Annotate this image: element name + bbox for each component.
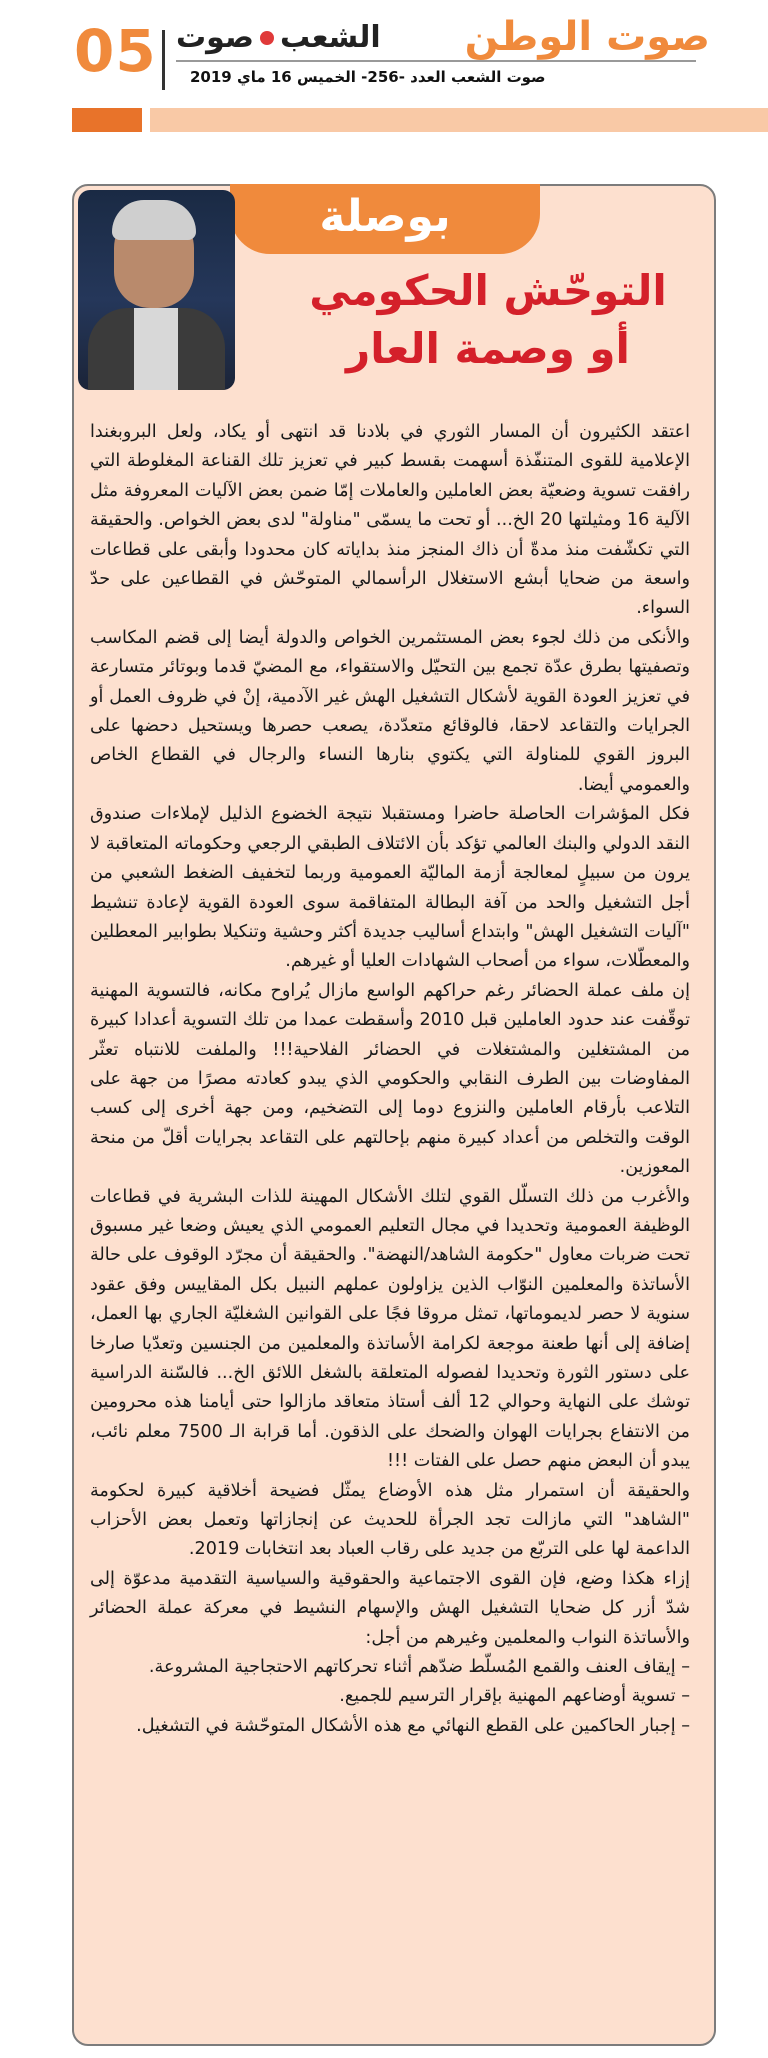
paragraph: فكل المؤشرات الحاصلة حاضرا ومستقبلا نتيجة الخضوع الذليل لإملاءات صندوق النقد الدولي والبنك العالمي تؤكد بأن الائتلاف الطبقي الرجعي وحكوماته المتعاقبة لا يرون من سبيلٍ لمعالجة أزمة الماليّة العمومية وربما لتخفيف الضغط الشعبي من أجل التشغيل والحد من آفة البطالة المتفاقمة سوى العودة القوية لإعادة تنشيط "آليات التشغيل الهش" وابتداع أساليب جديدة أكثر وحشية وتنكيلا بطوابير المعطلين والمعطّلات، سواء من أصحاب الشهادات العليا أو غيرهم. (90, 804, 690, 972)
article-headline (268, 262, 708, 378)
headline-line-2: أو وصمة العار (346, 324, 630, 373)
photo-shirt (134, 308, 178, 390)
issue-line: صوت الشعب العدد -256- الخميس 16 ماي 2019 (190, 68, 546, 86)
header-band (150, 108, 768, 132)
paragraph: اعتقد الكثيرون أن المسار الثوري في بلادنا قد انتهى أو يكاد، ولعل البروبغندا الإعلامية للقوى المتنفّذة أسهمت بقسط كبير في تعزيز تلك القناعة المغلوطة التي رافقت تسوية وضعيّة بعض العاملين والعاملات إمّا ضمن بعض الآليات المعروفة مثل الآلية 16 ومثيلتها 20 الخ... أو تحت ما يسمّى "مناولة" لدى بعض الخواص. والحقيقة التي تكشّفت منذ مدةّ أن ذاك المنجز منذ بداياته كان محدودا وأبقى على قطاعات واسعة من ضحايا أبشع الاستغلال الرأسمالي المتوحّش في القطاعين على حدّ السواء. (90, 422, 690, 619)
demands-list (90, 1653, 690, 1741)
page-number: 05 (74, 17, 157, 85)
header-rule (176, 60, 696, 62)
logo-word-right: الشعب (279, 20, 381, 55)
logo-word-left: صوت (176, 20, 254, 55)
newspaper-logo (176, 20, 381, 55)
article-body (90, 418, 690, 1741)
headline-line-1: التوحّش الحكومي (309, 266, 667, 315)
page-header (0, 0, 768, 118)
list-item: – إجبار الحاكمين على القطع النهائي مع هذه الأشكال المتوحّشة في التشغيل. (136, 1715, 690, 1736)
author-photo (78, 190, 235, 390)
header-accent-bar (72, 108, 142, 132)
paragraph: والحقيقة أن استمرار مثل هذه الأوضاع يمثّل فضيحة أخلاقية كبيرة لحكومة "الشاهد" التي مازالت تجد الجرأة للحديث عن إنجازاتها وتعمل بعض الأحزاب الداعمة لها على التربّع من جديد على رقاب العباد بعد انتخابات 2019. (90, 1480, 690, 1560)
header-divider (162, 30, 165, 90)
paragraph: إن ملف عملة الحضائر رغم حراكهم الواسع مازال يُراوح مكانه، فالتسوية المهنية توقّفت عند حدود العاملين قبل 2010 وأسقطت عمدا من تلك التسوية أعدادا كبيرة من المشتغلين والمشتغلات في الحضائر الفلاحية!!! والملفت للانتباه تعثّر المفاوضات بين الطرف النقابي والحكومي الذي يبدو كعادته مصرًا من جهة على التلاعب بأرقام العاملين والنزوع دوما إلى التضخيم، ومن جهة أخرى إلى كسب الوقت والتخلص من أعداد كبيرة منهم بإحالتهم على التقاعد بجرايات أقلّ من منحة المعوزين. (90, 980, 690, 1178)
list-item: – تسوية أوضاعهم المهنية بإقرار الترسيم للجميع. (339, 1686, 690, 1707)
column-name: بوصلة (230, 184, 540, 254)
paragraph: إزاء هكذا وضع، فإن القوى الاجتماعية والحقوقية والسياسية التقدمية مدعوّة إلى شدّ أزر كل ضحايا التشغيل الهش والإسهام النشيط في معركة عملة الحضائر والأساتذة النواب والمعلمين وغيرهم من أجل: (90, 1568, 690, 1648)
logo-dot-icon (260, 31, 274, 45)
paragraph: والأغرب من ذلك التسلّل القوي لتلك الأشكال المهينة للذات البشرية في قطاعات الوظيفة العمومية وتحديدا في مجال التعليم العمومي الذي يعيش وضعا غير مسبوق تحت ضربات معاول "حكومة الشاهد/النهضة". والحقيقة أن مجرّد الوقوف على حالة الأساتذة والمعلمين النوّاب الذين يزاولون عملهم النبيل بكل المقاييس وفق عقود سنوية لا حصر لديموماتها، تمثل مروقا فجًا على القوانين الشغليّة الجاري بها العمل، إضافة إلى أنها طعنة موجعة لكرامة الأساتذة والمعلمين من الجنسين وتعدّيا صارخا على دستور الثورة وتحديدا لفصوله المتعلقة بالشغل اللائق الخ... فالسّنة الدراسية توشك على النهاية وحوالي 12 ألف أستاذ متعاقد مازالوا حتى أيامنا هذه محرومين من الانتفاع بجرايات الهوان والضحك على الذقون. أما قرابة الـ 7500 معلم نائب، يبدو أن البعض منهم حصل على الفتات !!! (90, 1186, 690, 1472)
list-item: – إيقاف العنف والقمع المُسلّط ضدّهم أثناء تحركاتهم الاحتجاجية المشروعة. (148, 1657, 690, 1678)
section-title: صوت الوطن (464, 14, 710, 60)
photo-hair (112, 200, 196, 240)
paragraph: والأنكى من ذلك لجوء بعض المستثمرين الخواص والدولة أيضا إلى قضم المكاسب وتصفيتها بطرق عدّة تجمع بين التحيّل والاستقواء، مع المضيّ قدما وبوتائر متسارعة في تعزيز العودة القوية لأشكال التشغيل الهش غير الآدمية، إنْ في ظروف العمل أو الجرايات والتقاعد لاحقا، فالوقائع متعدّدة، يصعب حصرها ويستحيل دحضها على البروز القوي للمناولة التي يكتوي بنارها النساء والرجال في القطاع الخاص والعمومي أيضا. (90, 627, 690, 795)
